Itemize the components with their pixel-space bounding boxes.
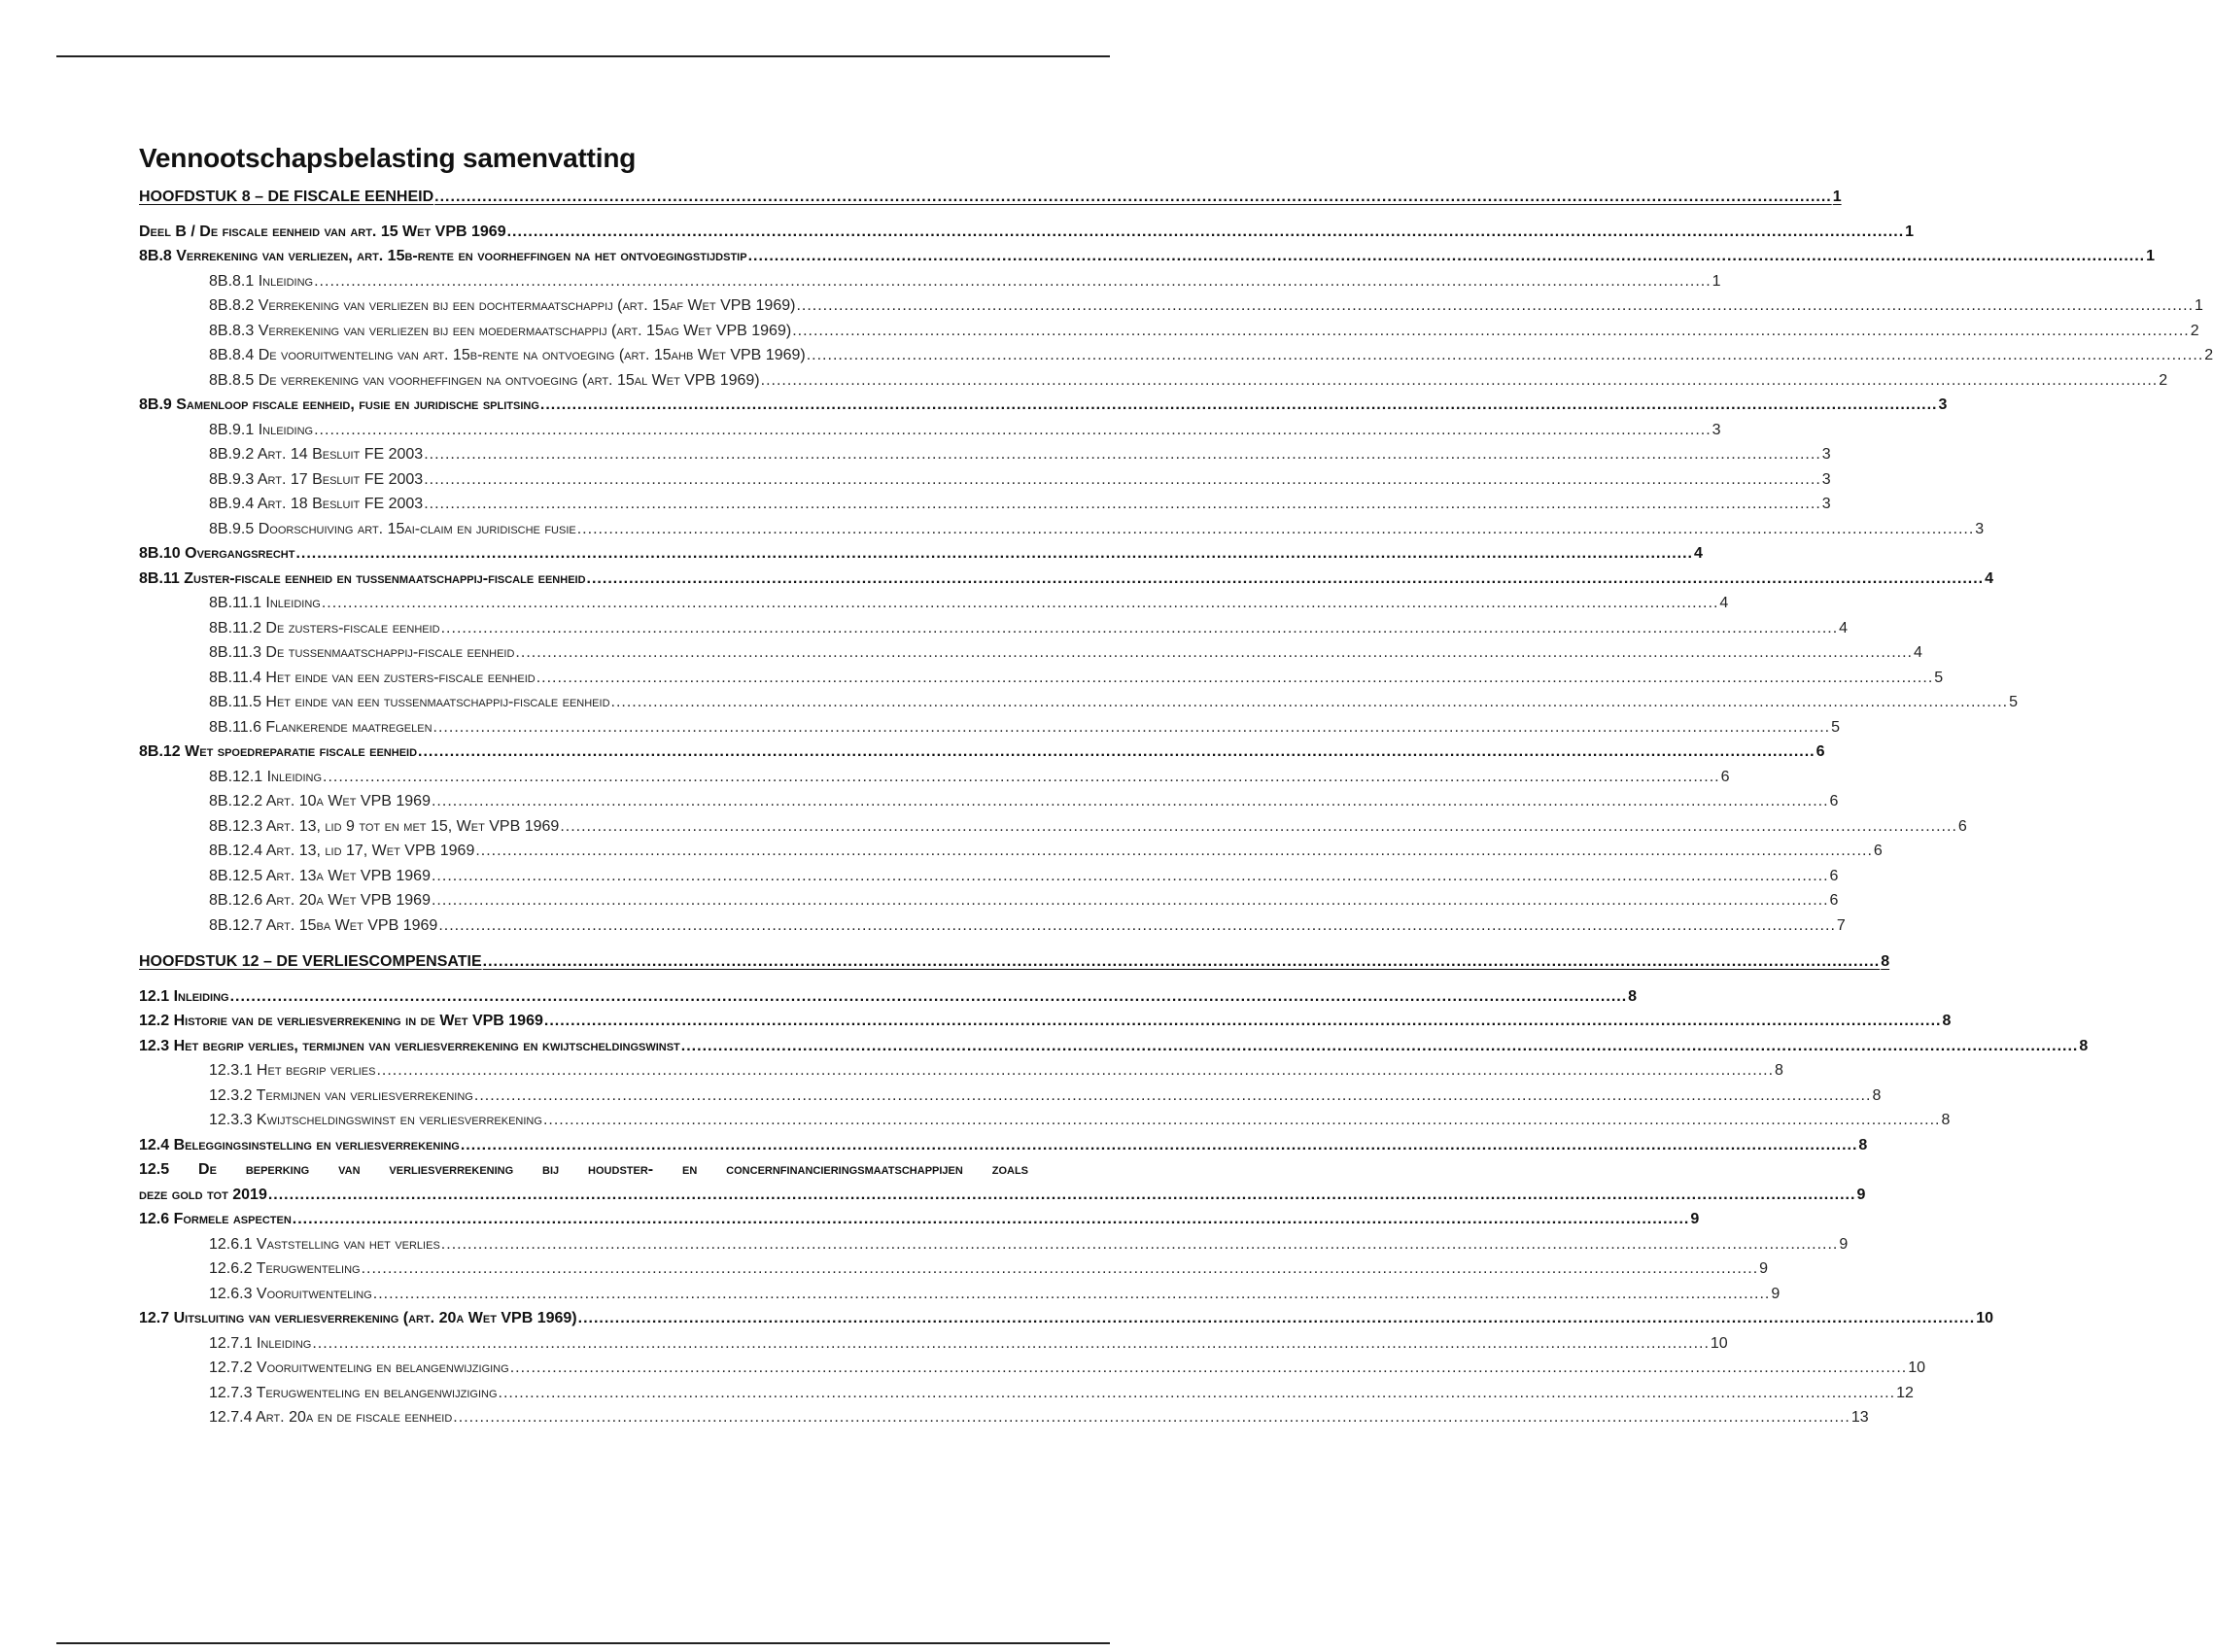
toc-dot-leader [424, 442, 1821, 467]
toc-entry-title: HOOFDSTUK 12 – DE VERLIESCOMPENSATIE [139, 953, 482, 970]
toc-entry-title: 8B.12.7 Art. 15ba Wet VPB 1969 [209, 916, 438, 934]
document-title: Vennootschapsbelasting samenvatting [139, 143, 637, 173]
toc-dot-leader [441, 616, 1839, 641]
toc-subsection-entry[interactable] [139, 1381, 1914, 1406]
toc-page-number: 9 [1759, 1260, 1769, 1277]
toc-page-number: 5 [2009, 694, 2018, 710]
toc-page-number: 8 [1942, 1013, 1952, 1029]
toc-page-number: 2 [2159, 371, 2168, 389]
toc-page-number: 1 [1905, 223, 1915, 240]
toc-page-number: 8 [1881, 953, 1890, 970]
toc-dot-leader [434, 185, 1832, 210]
toc-section-entry[interactable] [139, 1306, 1993, 1331]
toc-page-number: 9 [1856, 1186, 1866, 1203]
toc-entry-title: 8B.9 Samenloop fiscale eenheid, fusie en juridische splitsing [139, 396, 539, 413]
toc-page-number: 3 [1938, 396, 1948, 413]
toc-page-number: 4 [1839, 619, 1849, 637]
toc-dot-leader [748, 244, 2146, 269]
toc-entry-title: 8B.9.2 Art. 14 Besluit FE 2003 [209, 446, 424, 463]
toc-subsection-entry[interactable] [139, 492, 1831, 517]
toc-section-entry[interactable] [139, 541, 1703, 567]
toc-section-entry[interactable] [139, 1034, 2089, 1059]
toc-page-number: 3 [1821, 446, 1831, 463]
toc-dot-leader [611, 690, 2009, 715]
toc-entry-title: 12.5 De beperking van verliesverrekening bij houdster- en concernfinancieringsmaatschappijen zoals [139, 1161, 1028, 1178]
toc-dot-leader [418, 740, 1815, 765]
toc-section-entry[interactable] [139, 1207, 1700, 1232]
toc-page-number: 4 [1719, 595, 1729, 611]
toc-dot-leader [578, 1306, 1976, 1331]
toc-page-number: 8 [2079, 1037, 2089, 1054]
toc-entry-title: 12.7.1 Inleiding [209, 1334, 312, 1352]
toc-subsection-entry[interactable] [139, 814, 1967, 840]
toc-page-number: 6 [1873, 843, 1883, 859]
toc-page-number: 6 [1720, 768, 1730, 785]
toc-subsection-entry[interactable] [139, 1282, 1781, 1307]
toc-page-number: 5 [1934, 669, 1944, 686]
toc-entry-title: 8B.11.3 De tussenmaatschappij-fiscale eenheid [209, 644, 515, 661]
toc-entry-title: 8B.11 Zuster-fiscale eenheid en tussenmaatschappij-fiscale eenheid [139, 569, 586, 587]
toc-dot-leader [314, 418, 1712, 443]
toc-subsection-entry[interactable] [139, 765, 1730, 790]
toc-section-entry[interactable] [139, 740, 1825, 765]
toc-page-number: 4 [1694, 545, 1703, 562]
toc-dot-leader [761, 368, 2159, 394]
toc-dot-leader [441, 1232, 1839, 1257]
toc-dot-leader [432, 888, 1829, 913]
toc-entry-title: 8B.9.3 Art. 17 Besluit FE 2003 [209, 470, 424, 488]
toc-page-number: 9 [1690, 1211, 1700, 1227]
toc-entry-title: 8B.8.5 De verrekening van voorheffingen na ontvoeging (art. 15al Wet VPB 1969) [209, 371, 760, 389]
toc-dot-leader [792, 319, 2190, 344]
toc-entry-title: 12.7.3 Terugwenteling en belangenwijziging [209, 1384, 498, 1401]
footer-rule [56, 1642, 1110, 1644]
toc-entry-title: 12.7.2 Vooruitwenteling en belangenwijziging [209, 1359, 509, 1376]
toc-dot-leader [483, 949, 1881, 975]
toc-entry-title: 8B.8.1 Inleiding [209, 272, 314, 290]
toc-subsection-entry[interactable] [139, 789, 1839, 814]
toc-subsection-entry[interactable] [139, 1356, 1926, 1381]
toc-subsection-entry[interactable] [139, 591, 1729, 616]
toc-entry-title: 12.3.1 Het begrip verlies [209, 1062, 376, 1079]
toc-subsection-entry[interactable] [139, 640, 1922, 666]
toc-entry-title: 8B.9.1 Inleiding [209, 421, 314, 438]
toc-dot-leader [587, 567, 1985, 592]
toc-page-number: 8 [1872, 1086, 1882, 1104]
toc-entry-title: 12.6 Formele aspecten [139, 1211, 292, 1227]
toc-subsection-entry[interactable] [139, 616, 1849, 641]
toc-dot-leader [314, 269, 1712, 294]
toc-entry-title: 12.3.2 Termijnen van verliesverrekening [209, 1086, 473, 1104]
toc-entry-title: 8B.12.2 Art. 10a Wet VPB 1969 [209, 793, 431, 809]
toc-entry-title: 8B.11.4 Het einde van een zusters-fiscale eenheid [209, 669, 536, 686]
toc-page-number: 9 [1771, 1285, 1781, 1302]
toc-dot-leader [362, 1256, 1759, 1282]
toc-dot-leader [432, 789, 1829, 814]
toc-subsection-entry[interactable] [139, 1058, 1783, 1084]
toc-dot-leader [230, 984, 1628, 1010]
table-of-contents [139, 185, 2213, 1430]
toc-page-number: 4 [1913, 644, 1922, 661]
toc-page-number: 5 [1831, 718, 1840, 736]
toc-entry-title: 8B.12.1 Inleiding [209, 768, 323, 785]
toc-dot-leader [499, 1381, 1896, 1406]
document-body [139, 142, 2213, 1430]
toc-dot-leader [453, 1405, 1850, 1430]
toc-page-number: 9 [1839, 1235, 1849, 1253]
toc-section-entry[interactable] [139, 567, 1993, 592]
toc-dot-leader [323, 765, 1720, 790]
toc-entry-title: 8B.10 Overgangsrecht [139, 545, 295, 562]
toc-page-number: 3 [1821, 496, 1831, 512]
toc-entry-title: 8B.8.4 De vooruitwenteling van art. 15b-rente na ontvoeging (art. 15ahb Wet VPB 1969) [209, 347, 806, 363]
toc-entry-title: 8B.12.6 Art. 20a Wet VPB 1969 [209, 892, 431, 909]
toc-dot-leader [461, 1133, 1858, 1158]
toc-entry-title: 8B.11.5 Het einde van een tussenmaatschappij-fiscale eenheid [209, 694, 610, 710]
toc-subsection-entry[interactable] [139, 1232, 1849, 1257]
toc-section-entry[interactable] [139, 220, 1915, 245]
header-rule [56, 55, 1110, 57]
toc-dot-leader [807, 343, 2204, 368]
toc-entry-title: 8B.12.5 Art. 13a Wet VPB 1969 [209, 867, 431, 884]
toc-subsection-entry[interactable] [139, 715, 1840, 740]
toc-entry-title: 8B.11.2 De zusters-fiscale eenheid [209, 619, 440, 637]
toc-entry-title: 12.3.3 Kwijtscheldingswinst en verliesverrekening [209, 1112, 542, 1128]
toc-dot-leader [376, 1058, 1774, 1084]
toc-page-number: 1 [1712, 272, 1721, 290]
toc-page-number: 13 [1850, 1409, 1869, 1426]
toc-entry-title: 12.4 Beleggingsinstelling en verliesverrekening [139, 1136, 460, 1153]
toc-entry-title: 12.7 Uitsluiting van verliesverrekening (art. 20a Wet VPB 1969) [139, 1310, 577, 1326]
toc-page-number: 3 [1821, 470, 1831, 488]
toc-page-number: 6 [1829, 867, 1839, 884]
toc-dot-leader [474, 1084, 1872, 1109]
toc-page-number: 6 [1957, 817, 1967, 835]
toc-page-number: 8 [1941, 1112, 1951, 1128]
toc-entry-title: 8B.9.5 Doorschuiving art. 15ai-claim en juridische fusie [209, 520, 576, 537]
toc-subsection-entry[interactable] [139, 913, 1846, 939]
toc-dot-leader [507, 220, 1905, 245]
toc-section-entry[interactable] [139, 1009, 1952, 1034]
toc-subsection-entry[interactable] [139, 517, 1985, 542]
toc-page-number: 6 [1829, 793, 1839, 809]
toc-dot-leader [796, 293, 2194, 319]
toc-subsection-entry[interactable] [139, 442, 1831, 467]
toc-page-number: 2 [2204, 347, 2213, 363]
toc-entry-title: 12.3 Het begrip verlies, termijnen van verliesverrekening en kwijtscheldingswinst [139, 1037, 680, 1054]
toc-page-number: 10 [1976, 1310, 1993, 1326]
toc-subsection-entry[interactable] [139, 839, 1883, 864]
toc-dot-leader [544, 1009, 1942, 1034]
toc-dot-leader [438, 913, 1836, 939]
toc-subsection-entry[interactable] [139, 269, 1721, 294]
toc-page-number: 8 [1775, 1062, 1783, 1079]
toc-subsection-entry[interactable] [139, 1084, 1882, 1109]
toc-entry-title: 8B.11.1 Inleiding [209, 595, 321, 611]
toc-subsection-entry[interactable] [139, 864, 1839, 889]
toc-subsection-entry[interactable] [139, 368, 2168, 394]
toc-subsection-entry[interactable] [139, 319, 2199, 344]
toc-page-number: 10 [1710, 1334, 1728, 1352]
toc-dot-leader [510, 1356, 1908, 1381]
toc-chapter-heading[interactable] [139, 949, 1890, 975]
toc-page-number: 6 [1829, 892, 1839, 909]
toc-subsection-entry[interactable] [139, 343, 2213, 368]
toc-section-entry[interactable] [139, 244, 2156, 269]
toc-dot-leader [433, 715, 1831, 740]
toc-page-number: 8 [1628, 987, 1638, 1005]
toc-page-number: 1 [1832, 189, 1842, 205]
toc-dot-leader [536, 666, 1934, 691]
toc-entry-title: 12.2 Historie van de verliesverrekening in de Wet VPB 1969 [139, 1013, 543, 1029]
toc-dot-leader [560, 814, 1957, 840]
toc-entry[interactable] [139, 1157, 1866, 1207]
toc-entry-title: 8B.11.6 Flankerende maatregelen [209, 718, 432, 736]
toc-dot-leader [295, 541, 1693, 567]
toc-subsection-entry[interactable] [139, 1405, 1869, 1430]
toc-page-number: 8 [1858, 1136, 1868, 1153]
toc-page-number: 12 [1896, 1384, 1914, 1401]
toc-subsection-entry[interactable] [139, 690, 2018, 715]
toc-entry-title: 12.6.1 Vaststelling van het verlies [209, 1235, 440, 1253]
toc-dot-leader [293, 1207, 1690, 1232]
toc-page-number: 3 [1975, 520, 1985, 537]
toc-subsection-entry[interactable] [139, 888, 1839, 913]
toc-section-entry[interactable] [139, 984, 1638, 1010]
toc-dot-leader: ............................................................................................................................................................................................................................................................................................................ [267, 1186, 1856, 1203]
toc-subsection-entry[interactable] [139, 666, 1944, 691]
toc-entry-title: Deel B / De fiscale eenheid van art. 15 Wet VPB 1969 [139, 223, 506, 240]
toc-dot-leader [681, 1034, 2079, 1059]
toc-entry-title: 8B.8 Verrekening van verliezen, art. 15b-rente en voorheffingen na het ontvoegingstijdstip [139, 248, 747, 264]
toc-page-number: 1 [2146, 248, 2156, 264]
toc-entry-title: 12.6.3 Vooruitwenteling [209, 1285, 372, 1302]
toc-section-entry[interactable] [139, 393, 1948, 418]
toc-dot-leader [475, 839, 1873, 864]
toc-dot-leader [424, 492, 1821, 517]
toc-dot-leader [540, 393, 1938, 418]
toc-page-number: 7 [1836, 916, 1846, 934]
toc-dot-leader [543, 1108, 1941, 1133]
toc-entry-title: HOOFDSTUK 8 – DE FISCALE EENHEID [139, 189, 434, 205]
toc-subsection-entry[interactable] [139, 467, 1831, 493]
toc-entry-title: 8B.12.4 Art. 13, lid 17, Wet VPB 1969 [209, 843, 475, 859]
toc-page-number: 3 [1712, 421, 1721, 438]
toc-page-number: 2 [2190, 322, 2199, 339]
toc-subsection-entry[interactable] [139, 1108, 1951, 1133]
toc-entry-title: 8B.8.2 Verrekening van verliezen bij een dochtermaatschappij (art. 15af Wet VPB 1969) [209, 297, 796, 314]
toc-entry-title: 12.6.2 Terugwenteling [209, 1260, 361, 1277]
toc-entry-title: 8B.12.3 Art. 13, lid 9 tot en met 15, Wet VPB 1969 [209, 817, 560, 835]
toc-entry-title: 8B.8.3 Verrekening van verliezen bij een moedermaatschappij (art. 15ag Wet VPB 1969) [209, 322, 792, 339]
toc-dot-leader [312, 1331, 1710, 1357]
toc-entry-title: 12.1 Inleiding [139, 987, 229, 1005]
toc-dot-leader [373, 1282, 1771, 1307]
toc-subsection-entry[interactable] [139, 1331, 1728, 1357]
toc-dot-leader [515, 640, 1913, 666]
toc-entry-title: 12.7.4 Art. 20a en de fiscale eenheid [209, 1409, 453, 1426]
toc-page-number: 6 [1815, 743, 1825, 760]
toc-subsection-entry[interactable] [139, 418, 1721, 443]
toc-dot-leader [432, 864, 1829, 889]
toc-page-number: 4 [1985, 569, 1993, 587]
toc-dot-leader [322, 591, 1719, 616]
toc-section-entry[interactable] [139, 1133, 1868, 1158]
toc-entry-title-continued: deze gold tot 2019 [139, 1186, 267, 1203]
toc-page-number: 10 [1908, 1359, 1926, 1376]
toc-page-number: 1 [2195, 297, 2203, 314]
toc-entry-title: 8B.9.4 Art. 18 Besluit FE 2003 [209, 496, 424, 512]
toc-subsection-entry[interactable] [139, 293, 2203, 319]
toc-chapter-heading[interactable] [139, 185, 1842, 210]
toc-dot-leader [577, 517, 1975, 542]
toc-entry-title: 8B.12 Wet spoedreparatie fiscale eenheid [139, 743, 418, 760]
toc-dot-leader [424, 467, 1821, 493]
toc-subsection-entry[interactable] [139, 1256, 1769, 1282]
